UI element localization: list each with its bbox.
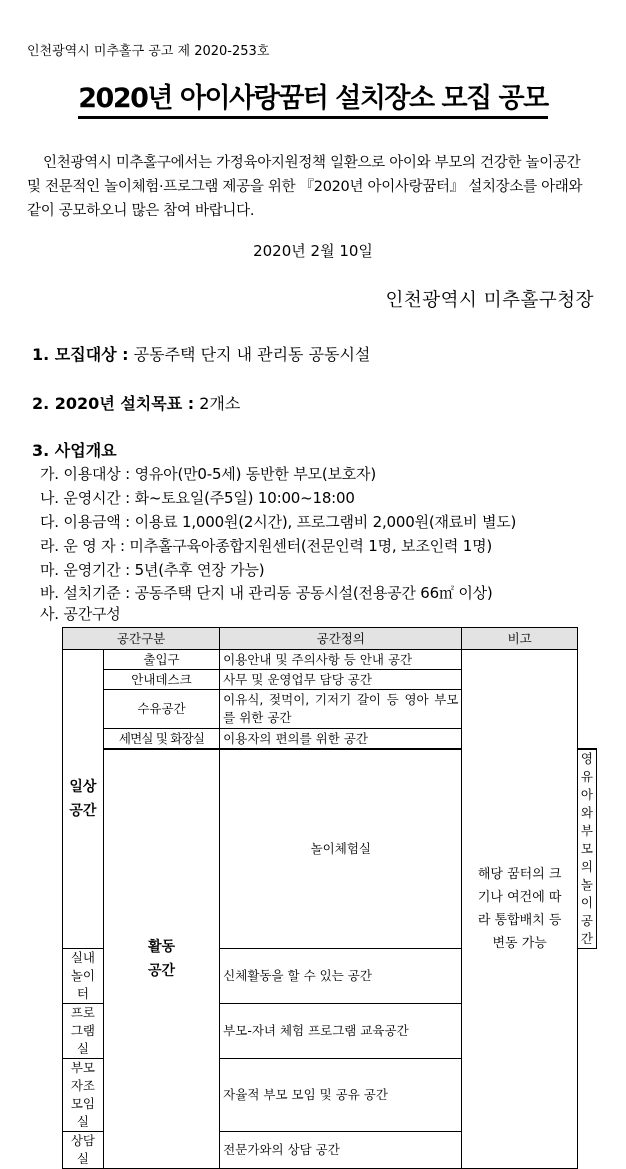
- space-table: [62, 627, 597, 1169]
- group-activity: 활동 공간: [103, 749, 219, 1169]
- table-cell-item: 실내놀이터: [63, 949, 104, 1004]
- table-cell-definition: 부모-자녀 체험 프로그램 교육공간: [220, 1004, 462, 1059]
- header-note: 비고: [462, 628, 577, 650]
- table-cell-item: 상담실: [63, 1132, 104, 1169]
- table-cell-item: 부모자조모임실: [63, 1059, 104, 1132]
- overview-item: 나. 운영시간 : 화~토요일(주5일) 10:00~18:00: [40, 489, 355, 507]
- overview-item: 다. 이용금액 : 이용료 1,000원(2시간), 프로그램비 2,000원(재료비 별도): [40, 513, 517, 531]
- table-cell-definition: 이유식, 젖먹이, 기저기 갈이 등 영아 부모를 위한 공간: [220, 690, 462, 729]
- notice-number: 인천광역시 미추홀구 공고 제 2020-253호: [27, 44, 270, 59]
- overview-item: 마. 운영기간 : 5년(추후 연장 가능): [40, 561, 265, 579]
- table-cell-item: 놀이체험실: [220, 749, 462, 949]
- intro-paragraph: 인천광역시 미추홀구에서는 가정육아지원정책 일환으로 아이와 부모의 건강한 놀이공간 및 전문적인 놀이체험·프로그램 제공을 위한 『2020년 아이사랑꿈터』 설치장소를 아래와 같이 공모하오니 많은 참여 바랍니다.: [27, 155, 583, 219]
- section-1: [32, 342, 370, 365]
- section-1-label: 1. 모집대상 :: [32, 345, 129, 364]
- overview-item: 라. 운 영 자 : 미추홀구육아종합지원센터(전문인력 1명, 보조인력 1명): [40, 537, 493, 555]
- notice-date: 2020년 2월 10일: [253, 242, 373, 260]
- table-cell-definition: 이용자의 편의를 위한 공간: [220, 729, 462, 750]
- table-row: [63, 650, 597, 670]
- section-2-label: 2. 2020년 설치목표 :: [32, 394, 195, 413]
- section-3: [32, 438, 117, 461]
- table-cell-definition: 전문가와의 상담 공간: [220, 1132, 462, 1169]
- section-1-value: 공동주택 단지 내 관리동 공동시설: [128, 345, 371, 364]
- overview-item: 사. 공간구성: [40, 605, 121, 623]
- page-title: [0, 76, 626, 115]
- table-cell-item: 출입구: [103, 650, 219, 670]
- page-title-text: 2020년 아이사랑꿈터 설치장소 모집 공모: [78, 83, 547, 119]
- issuer: 인천광역시 미추홀구청장: [385, 290, 594, 311]
- table-cell-definition: 이용안내 및 주의사항 등 안내 공간: [220, 650, 462, 670]
- header-definition: 공간정의: [220, 628, 462, 650]
- table-cell-definition: 신체활동을 할 수 있는 공간: [220, 949, 462, 1004]
- section-2-value: 2개소: [194, 394, 241, 413]
- table-cell-item: 프로그램실: [63, 1004, 104, 1059]
- table-cell-item: 세면실 및 화장실: [103, 729, 219, 750]
- table-cell-definition: 자율적 부모 모임 및 공유 공간: [220, 1059, 462, 1132]
- table-cell-definition: 영유아와 부모의 놀이공간: [577, 749, 596, 949]
- table-cell-item: 안내데스크: [103, 670, 219, 690]
- section-2: [32, 391, 240, 414]
- section-3-label: 3. 사업개요: [32, 441, 117, 460]
- header-category: 공간구분: [63, 628, 220, 650]
- table-cell-definition: 사무 및 운영업무 담당 공간: [220, 670, 462, 690]
- table-header-row: [63, 628, 597, 650]
- table-cell-item: 수유공간: [103, 690, 219, 729]
- group-daily: 일상 공간: [63, 650, 104, 949]
- overview-item: 바. 설치기준 : 공동주택 단지 내 관리동 공동시설(전용공간 66㎡ 이상): [40, 584, 493, 602]
- table-note: 해당 꿈터의 크기나 여건에 따라 통합배치 등 변동 가능: [462, 650, 577, 1169]
- overview-item: 가. 이용대상 : 영유아(만0-5세) 동반한 부모(보호자): [40, 465, 376, 483]
